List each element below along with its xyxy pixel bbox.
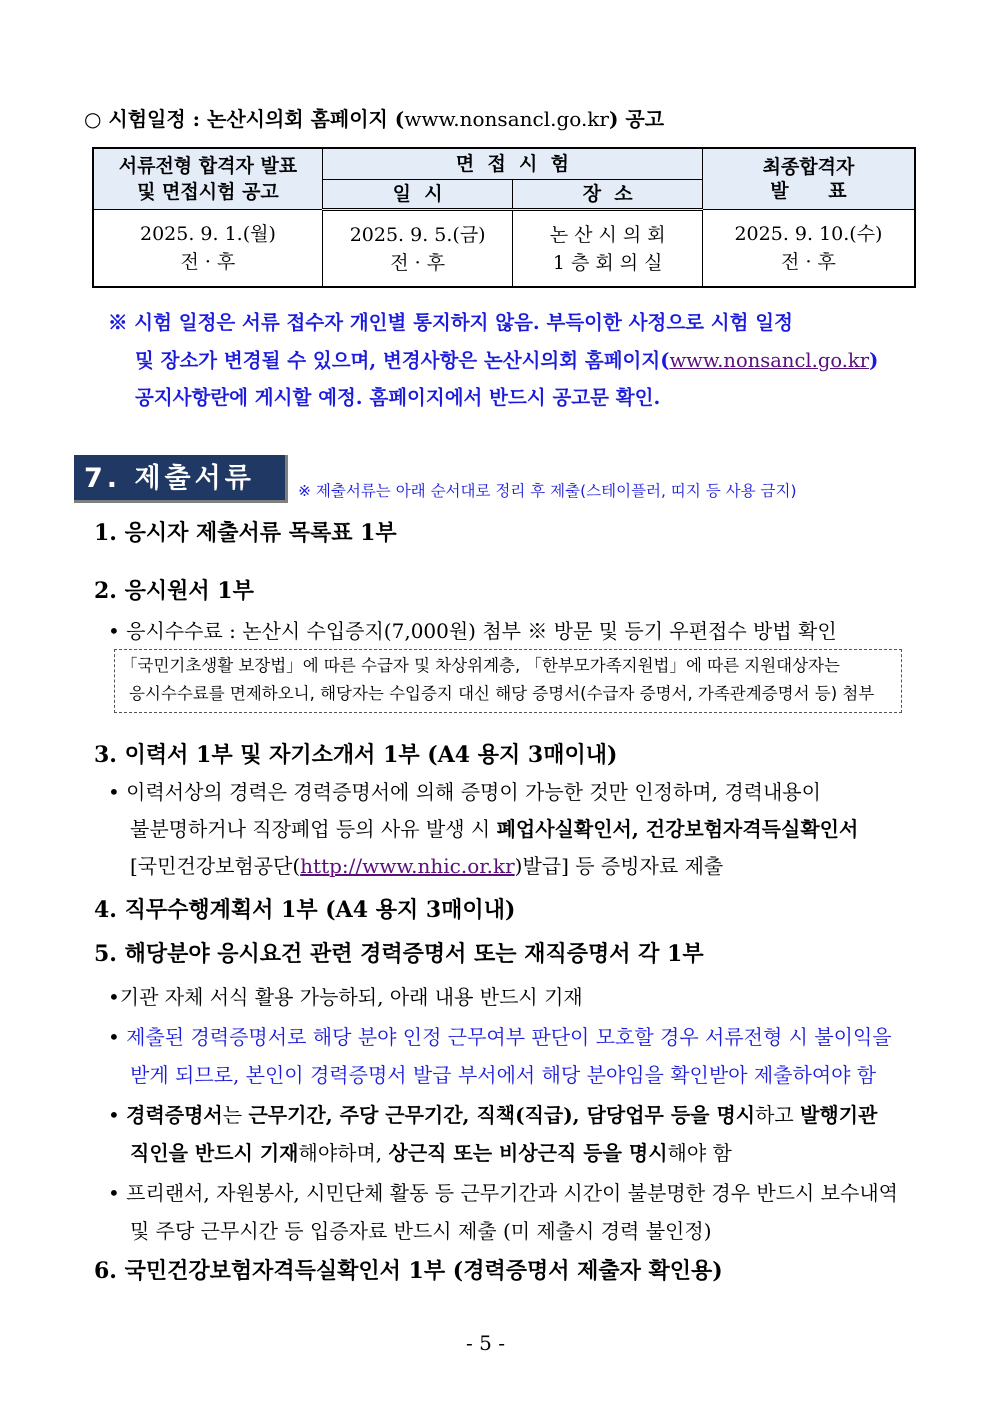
final-result-date-line1: 2025. 9. 10.(수) [734, 223, 883, 245]
interview-place [513, 210, 703, 288]
page-number: - 5 - [466, 1331, 505, 1355]
interview-date [322, 210, 513, 288]
schedule-heading-tail: ) 공고 [608, 107, 665, 131]
doc-screening-date [93, 210, 322, 288]
item-3-title: 3. 이력서 1부 및 자기소개서 1부 (A4 용지 3매이내) [94, 742, 618, 768]
interview-header: 면 접 시 험 [322, 148, 702, 180]
doc-screening-header-line2: 및 면접시험 공고 [137, 181, 279, 203]
item-6-title: 6. 국민건강보험자격득실확인서 1부 (경력증명서 제출자 확인용) [94, 1258, 723, 1284]
bullet-icon: • [108, 780, 127, 804]
item-5-bullet4-text1: 프리랜서, 자원봉사, 시민단체 활동 등 근무기간과 시간이 불분명한 경우 반드시 보수내역 [126, 1181, 898, 1205]
final-result-date-line2: 전 · 후 [781, 251, 836, 273]
final-result-header-line1: 최종합격자 [762, 156, 855, 178]
schedule-notice-line1: ※ 시험 일정은 서류 접수자 개인별 통지하지 않음. 부득이한 사정으로 시험 일정 [108, 311, 793, 334]
item-5-bullet2-line1 [108, 1021, 892, 1050]
doc-screening-header [93, 148, 322, 210]
bullet-icon: • [108, 1181, 127, 1205]
item-5-bullet1-text: 기관 자체 서식 활용 가능하되, 아래 내용 반드시 기재 [119, 985, 583, 1009]
item-3-line3 [130, 850, 723, 879]
item-5-bullet3-a: 경력증명서 [126, 1103, 223, 1127]
item-5-bullet3-c: 근무기간, 주당 근무기간, 직책(직급), 담당업무 등을 명시 [248, 1103, 756, 1127]
final-result-date [702, 210, 915, 288]
schedule-heading [84, 103, 664, 132]
item-5-bullet3-d: 하고 [755, 1103, 801, 1127]
doc-screening-date-line2: 전 · 후 [180, 251, 236, 273]
item-5-bullet3-line2-a: 직인을 반드시 기재 [130, 1141, 299, 1165]
schedule-notice-line2-text: 및 장소가 변경될 수 있으며, 변경사항은 논산시의회 홈페이지( [135, 349, 670, 372]
item-5-bullet2-text1: 제출된 경력증명서로 해당 분야 인정 근무여부 판단이 모호할 경우 서류전형 시 불이익을 [126, 1025, 892, 1049]
bullet-icon: • [108, 619, 127, 643]
doc-screening-date-line1: 2025. 9. 1.(월) [139, 223, 276, 245]
interview-place-header: 장 소 [513, 180, 703, 210]
item-5-bullet3-line2-d: 해야 함 [667, 1141, 732, 1165]
interview-date-line2: 전 · 후 [390, 251, 446, 274]
interview-date-line1: 2025. 9. 5.(금) [349, 223, 486, 246]
item-3-line3-pre: [국민건강보험공단( [130, 854, 301, 878]
nhic-link[interactable]: http://www.nhic.or.kr [300, 854, 515, 878]
section-7-title: 7. 제출서류 [74, 455, 288, 503]
item-3-line1-text: 이력서상의 경력은 경력증명서에 의해 증명이 가능한 것만 인정하며, 경력내용이 [126, 780, 821, 804]
item-5-bullet3-b: 는 [222, 1103, 249, 1127]
item-5-bullet4-line2: 및 주당 근무시간 등 입증자료 반드시 제출 (미 제출시 경력 불인정) [130, 1219, 712, 1243]
schedule-table [92, 147, 916, 288]
item-3-line1 [108, 776, 821, 805]
item-5-bullet3-line2-b: 해야하며, [298, 1141, 389, 1165]
fee-exemption-line1: 「국민기초생활 보장법」에 따른 수급자 및 차상위계층, 「한부모가족지원법」에 따른 지원대상자는 [121, 656, 840, 675]
item-2-bullet [108, 615, 837, 644]
fee-exemption-line2: 응시수수료를 면제하오니, 해당자는 수입증지 대신 해당 증명서(수급자 증명서, 가족관계증명서 등) 첨부 [129, 684, 875, 703]
final-result-header-line2: 발 표 [770, 180, 847, 202]
item-5-bullet4-line1 [108, 1177, 898, 1206]
final-result-header [702, 148, 915, 210]
item-3-line2-bold: 폐업사실확인서, 건강보험자격득실확인서 [496, 817, 859, 841]
item-5-bullet3-line1 [108, 1099, 877, 1128]
doc-screening-header-line1: 서류전형 합격자 발표 [118, 155, 298, 177]
item-3-line2-text: 불분명하거나 직장폐업 등의 사유 발생 시 [130, 817, 497, 841]
schedule-heading-url[interactable]: www.nonsancl.go.kr [404, 107, 609, 131]
schedule-heading-text: ○ 시험일정 : 논산시의회 홈페이지 ( [84, 107, 405, 131]
item-3-line3-post: )발급] 등 증빙자료 제출 [514, 854, 724, 878]
interview-place-line1: 논 산 시 의 회 [549, 223, 666, 246]
schedule-notice-line2 [135, 345, 878, 373]
item-2-title: 2. 응시원서 1부 [94, 578, 254, 604]
item-5-bullet3-e: 발행기관 [800, 1103, 878, 1127]
schedule-notice-line3: 공지사항란에 게시할 예정. 홈페이지에서 반드시 공고문 확인. [135, 386, 661, 409]
homepage-link[interactable]: www.nonsancl.go.kr [669, 349, 870, 372]
item-2-bullet-text: 응시수수료 : 논산시 수입증지(7,000원) 첨부 ※ 방문 및 등기 우편접수 방법 확인 [126, 619, 837, 643]
item-5-bullet2-line2: 받게 되므로, 본인이 경력증명서 발급 부서에서 해당 분야임을 확인받아 제출하여야 함 [130, 1063, 877, 1087]
item-5-title: 5. 해당분야 응시요건 관련 경력증명서 또는 재직증명서 각 1부 [94, 941, 704, 967]
section-7-note: ※ 제출서류는 아래 순서대로 정리 후 제출(스테이플러, 띠지 등 사용 금지) [298, 482, 797, 500]
fee-exemption-box [114, 649, 902, 713]
bullet-icon: • [108, 1025, 127, 1049]
item-3-line2 [130, 813, 858, 842]
item-5-bullet3-line2 [130, 1137, 732, 1166]
bullet-icon: • [108, 1103, 127, 1127]
item-5-bullet1 [108, 981, 583, 1010]
schedule-notice-line2-close: ) [869, 349, 879, 372]
item-4-title: 4. 직무수행계획서 1부 (A4 용지 3매이내) [94, 897, 516, 923]
interview-date-header: 일 시 [322, 180, 513, 210]
item-5-bullet3-line2-c: 상근직 또는 비상근직 등을 명시 [388, 1141, 668, 1165]
interview-place-line2: 1 층 회 의 실 [552, 251, 663, 274]
item-1-title: 1. 응시자 제출서류 목록표 1부 [94, 520, 397, 546]
bullet-icon: • [108, 985, 120, 1009]
